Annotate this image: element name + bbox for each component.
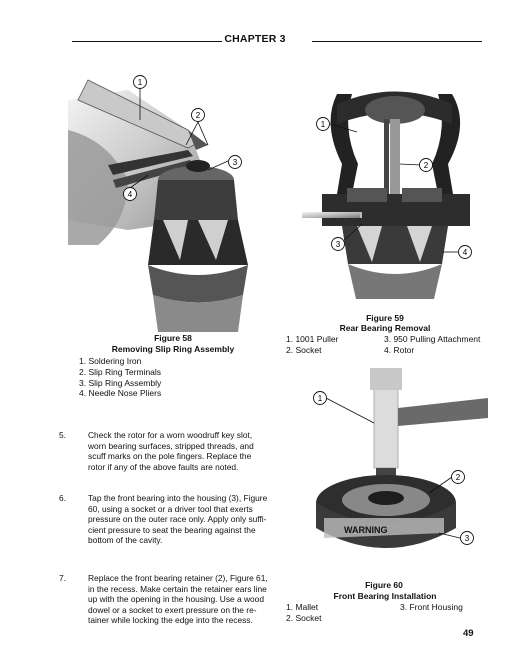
- step-line: in the recess. Make certain the retainer ears line: [88, 583, 267, 594]
- legend-item: 2. Socket: [286, 345, 322, 355]
- step-line: 60, using a socket or a driver tool that exerts: [88, 503, 253, 514]
- step-line: rotor if any of the above faults are noted.: [88, 461, 239, 472]
- figure-59-title: Rear Bearing Removal: [339, 323, 431, 333]
- step-line: up with the opening in the housing. Use a wood: [88, 594, 264, 605]
- step-line: scuff marks on the pole fingers. Replace the: [88, 451, 252, 462]
- step-number: 6.: [59, 493, 66, 503]
- step-6: [59, 493, 284, 549]
- step-line: tainer while locking the edge into the recess.: [88, 615, 253, 626]
- step-7: [59, 573, 284, 629]
- legend-item: 4. Needle Nose Pliers: [79, 388, 162, 399]
- figure-58-label: Figure 58: [154, 333, 192, 343]
- warning-stamp: WARNING: [344, 525, 388, 535]
- callout-3: 3: [335, 240, 341, 249]
- callout-3: 3: [464, 534, 470, 543]
- step-number: 5.: [59, 430, 66, 440]
- step-number: 7.: [59, 573, 66, 583]
- figure-59-label: Figure 59: [366, 313, 404, 323]
- figure-59-legend: [286, 334, 501, 356]
- legend-item: 2. Slip Ring Terminals: [79, 366, 162, 377]
- legend-item: 1. Soldering Iron: [79, 356, 142, 366]
- figure-60-photo: [304, 368, 488, 580]
- callout-2: 2: [455, 473, 461, 482]
- figure-60-title: Front Bearing Installation: [333, 591, 437, 601]
- legend-item: 3. Slip Ring Assembly: [79, 377, 162, 388]
- figure-59-photo: [302, 84, 488, 302]
- figure-58-photo: [68, 70, 268, 335]
- page-number: 49: [463, 628, 474, 639]
- legend-item: 1. Mallet: [286, 602, 319, 612]
- step-line: cient pressure to seat the bearing against the: [88, 524, 256, 535]
- callout-2: 2: [195, 111, 201, 120]
- callout-1: 1: [137, 78, 143, 87]
- chapter-title: CHAPTER 3: [224, 33, 286, 45]
- callout-2: 2: [423, 161, 429, 170]
- step-line: Check the rotor for a worn woodruff key slot,: [88, 430, 253, 440]
- step-line: bottom of the cavity.: [88, 535, 163, 546]
- figure-58-legend: [79, 356, 269, 399]
- callout-4: 4: [127, 190, 133, 199]
- step-5: [59, 430, 284, 476]
- step-line: worn bearing surfaces, stripped threads, and: [88, 440, 254, 451]
- legend-item: 3. Front Housing: [400, 602, 463, 612]
- callout-4: 4: [462, 248, 468, 257]
- step-line: dowel or a socket to exert pressure on the re-: [88, 604, 257, 615]
- legend-item: 2. Socket: [286, 613, 322, 623]
- figure-58-title: Removing Slip Ring Assembly: [111, 344, 235, 354]
- figure-60-legend: [286, 602, 501, 624]
- step-line: pressure on the outer race only. Apply only suffi-: [88, 514, 267, 525]
- step-line: Replace the front bearing retainer (2), Figure 61,: [88, 573, 268, 583]
- callout-1: 1: [317, 394, 323, 403]
- chapter-heading: [0, 33, 510, 45]
- legend-item: 3. 950 Pulling Attachment: [384, 334, 481, 344]
- legend-item: 4. Rotor: [384, 345, 415, 355]
- legend-item: 1. 1001 Puller: [286, 334, 339, 344]
- figure-60-label: Figure 60: [365, 580, 403, 590]
- step-line: Tap the front bearing into the housing (3), Figure: [88, 493, 268, 503]
- callout-1: 1: [320, 120, 326, 129]
- callout-3: 3: [232, 158, 238, 167]
